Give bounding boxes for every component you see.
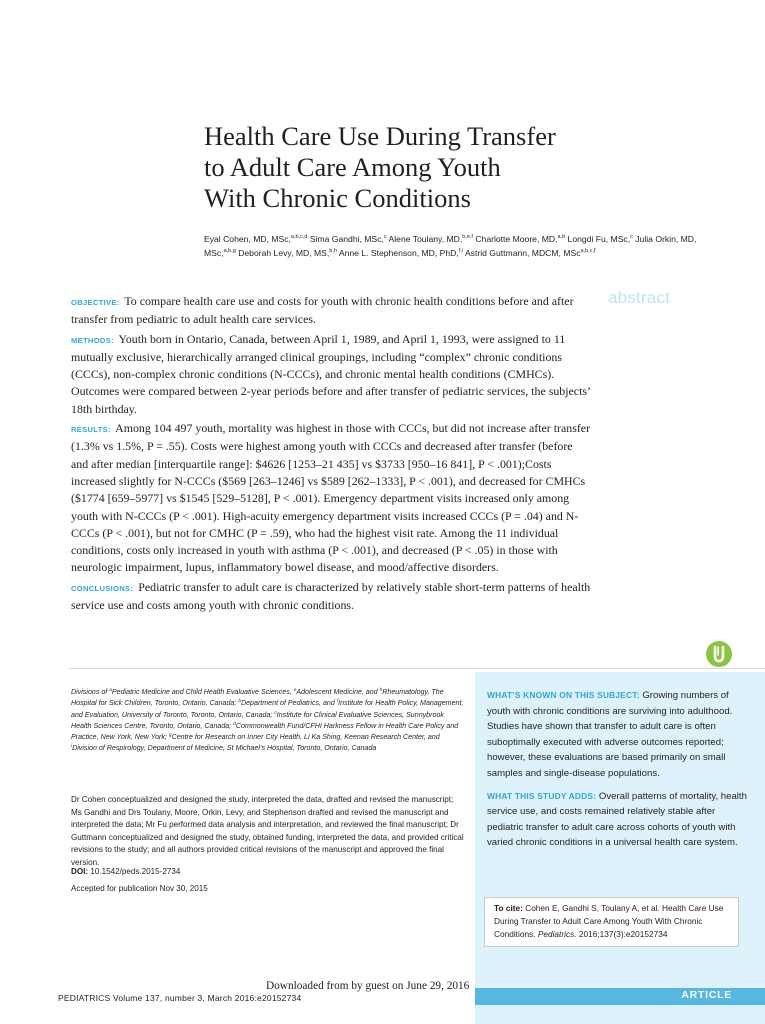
- objective-label: OBJECTIVE:: [71, 298, 120, 307]
- results-text: Among 104 497 youth, mortality was highest in those with CCCs, but did not increase after transfer (1.3% vs 1.5%, P = .55). Costs were highest among youth with CCCs and decreased after transfer (before and after median [interquartile range]: $4626 [1253–21 435] vs $3733 [950–16 841], P < .001);Costs increased slightly for N-CCCs ($569 [263–1246] vs $589 [262–1333], P < .001), and decreased for CMHCs ($1774 [659–5977] vs $1545 [529–5128], P < .001). Emergency department visits increased only among youth with N-CCCs (P < .001). High-acuity emergency department visits increased CCCs (P = .04) and N-CCCs (P < .001), but not for CMHC (P = .59), who had the highest visit rate. Among the 11 individual conditions, costs only increased in youth with asthma (P < .001), and decreased (P < .05) in those with neurologic impairment, lupus, inflammatory bowel disease, and mood/affective disorders.: [71, 421, 591, 575]
- author-affiliation-mark: b,e,f: [462, 234, 473, 240]
- conclusions-text: Pediatric transfer to adult care is characterized by relatively stable short-term patterns of health service use and costs among youth with chronic conditions.: [71, 579, 591, 613]
- author-name: Deborah Levy, MD, MS,: [235, 248, 330, 258]
- results-label: RESULTS:: [71, 425, 111, 435]
- article-title: [204, 121, 724, 214]
- author-affiliation-mark: a,b,c,f: [580, 248, 596, 254]
- conclusions-label: CONCLUSIONS:: [71, 583, 134, 593]
- methods-text: Youth born in Ontario, Canada, between April 1, 1989, and April 1, 1993, were assigned to 11 mutually exclusive, hierarchically arranged clinical groupings, including “complex” chronic conditions (CCCs), non-complex chronic conditions (N-CCCs), and chronic mental health conditions (CMHCs). Outcomes were compared between 2-year periods before and after transfer of pediatric services, the subjects’ 18th birthday.: [71, 331, 591, 416]
- author-affiliation-mark: a,b,g: [223, 248, 236, 254]
- methods-label: METHODS:: [71, 335, 114, 345]
- author-affiliation-mark: c: [630, 234, 633, 240]
- whats-known-label: WHAT’S KNOWN ON THIS SUBJECT:: [487, 690, 640, 700]
- author-name: Longdi Fu, MSc,: [565, 234, 631, 244]
- author-list: [204, 232, 724, 260]
- abstract-label: abstract: [608, 288, 671, 307]
- affiliation-mark: b: [238, 699, 241, 705]
- title-line: With Chronic Conditions: [204, 183, 471, 213]
- citation: [494, 902, 734, 942]
- affiliation-text: Department of Pediatrics, and: [240, 699, 337, 708]
- cite-text: Cohen E, Gandhi S, Toulany A, et al. Health Care Use During Transfer to Adult Care Among Youth With Chronic Conditions.: [494, 903, 724, 940]
- affiliation-text: Institute for Health Policy, Management, and Evaluation, University of Toronto, Toronto, Ontario, Canada;: [71, 699, 464, 719]
- affiliation-mark: h: [379, 688, 383, 693]
- affiliation-text: Centre for Research on Inner City Health, Li Ka Shing, Keenan Research Center, and: [171, 733, 440, 742]
- author-affiliation-mark: f,i: [458, 248, 464, 254]
- affiliations: [71, 687, 464, 755]
- study-adds-text: Overall patterns of mortality, health service use, and costs remained relatively stable after pediatric transfer to adult care across cohorts of youth with varied chronic conditions in a universal health care system.: [487, 790, 747, 849]
- author-affiliation-mark: b,h: [329, 248, 337, 254]
- study-adds: [487, 789, 749, 851]
- affiliation-text: Adolescent Medicine, and: [296, 688, 380, 696]
- author-affiliation-mark: a,b,c,d: [290, 234, 308, 240]
- abstract-methods: [71, 331, 591, 418]
- affiliation-mark: a: [109, 688, 112, 693]
- abstract-conclusions: [71, 579, 591, 615]
- affiliation-text: Institute for Clinical Evaluative Sciences, Sunnybrook Health Sciences Centre, Toronto, Ontario, Canada;: [71, 710, 444, 730]
- doi-label: DOI:: [71, 867, 89, 876]
- affiliation-mark: c: [274, 710, 277, 716]
- open-access-badge-icon: [706, 641, 732, 667]
- title-line: Health Care Use During Transfer: [204, 121, 556, 151]
- whats-known-text: Growing numbers of youth with chronic conditions are surviving into adulthood. Studies have shown that transfer to adult care is often suboptimally executed with adverse outcomes reported; however, these evaluations are based primarily on small samples and single-disease populations.: [487, 690, 733, 779]
- download-stamp: Downloaded from by guest on June 29, 2016: [266, 980, 470, 992]
- author-name: Anne L. Stephenson, MD, PhD,: [336, 248, 459, 258]
- affiliation-mark: e: [293, 688, 297, 693]
- abstract-objective: [71, 293, 591, 329]
- author-affiliation-mark: c: [383, 234, 387, 240]
- author-name: Julia Orkin, MD, MSc,: [204, 234, 697, 258]
- key-points: [487, 688, 749, 858]
- author-name: Sima Gandhi, MSc,: [307, 234, 384, 244]
- section-divider: [69, 668, 765, 669]
- affiliation-mark: d: [233, 721, 236, 727]
- title-line: to Adult Care Among Youth: [204, 152, 501, 182]
- author-name: Astrid Guttmann, MDCM, MSc: [463, 248, 581, 258]
- doi: [71, 867, 180, 876]
- affiliation-text: Division of Respirology, Department of Medicine, St Michael’s Hospital, Toronto, Ontario, Canada: [72, 744, 377, 753]
- cite-label: To cite:: [494, 903, 523, 913]
- article-type-bar: [475, 988, 765, 1005]
- affiliation-text: Divisions of: [71, 688, 110, 696]
- accepted-date: Accepted for publication Nov 30, 2015: [71, 884, 208, 893]
- author-contributions: Dr Cohen conceptualized and designed the study, interpreted the data, drafted and revised the manuscript; Ms Gandhi and Drs Toulany, Moore, Orkin, Levy, and Stephenson drafted and revised the manuscript and interpreted the data; Mr Fu performed data analysis and interpretation, and reviewed the final manuscript; Dr Guttmann conceptualized and designed the study, obtained funding, interpreted the data, and provided critical revisions to the study; and all authors provided critical revisions of the manuscript and approved the final version.: [71, 795, 464, 867]
- affiliation-mark: g: [168, 733, 172, 739]
- author-name: Charlotte Moore, MD,: [472, 234, 558, 244]
- abstract: [71, 293, 591, 616]
- affiliation-text: Rheumatology, The Hospital for Sick Children, Toronto, Ontario, Canada;: [71, 688, 444, 708]
- cite-journal: Pediatrics.: [537, 929, 577, 940]
- objective-text: To compare health care use and costs for youth with chronic health conditions before and after transfer from pediatric to adult health care services.: [71, 294, 574, 327]
- cite-ref: 2016;137(3):e20152734: [578, 929, 668, 940]
- author-name: Eyal Cohen, MD, MSc,: [204, 234, 291, 244]
- affiliation-mark: i: [71, 744, 73, 750]
- study-adds-label: WHAT THIS STUDY ADDS:: [487, 790, 597, 801]
- affiliation-text: Pediatric Medicine and Child Health Evaluative Sciences,: [111, 688, 294, 696]
- article-type-label: ARTICLE: [681, 990, 732, 1001]
- affiliation-mark: f: [336, 699, 339, 705]
- author-affiliation-mark: a,b: [557, 234, 566, 240]
- doi-link[interactable]: 10.1542/peds.2015-2734: [90, 867, 181, 876]
- whats-known: [487, 688, 749, 782]
- author-name: Alene Toulany, MD,: [386, 234, 463, 244]
- affiliation-text: Commonwealth Fund/CFHI Harkness Fellow in Health Care Policy and Practice, New York, New York;: [71, 721, 459, 742]
- abstract-results: [71, 420, 591, 577]
- journal-footer: PEDIATRICS Volume 137, number 3, March 2016:e20152734: [58, 993, 302, 1003]
